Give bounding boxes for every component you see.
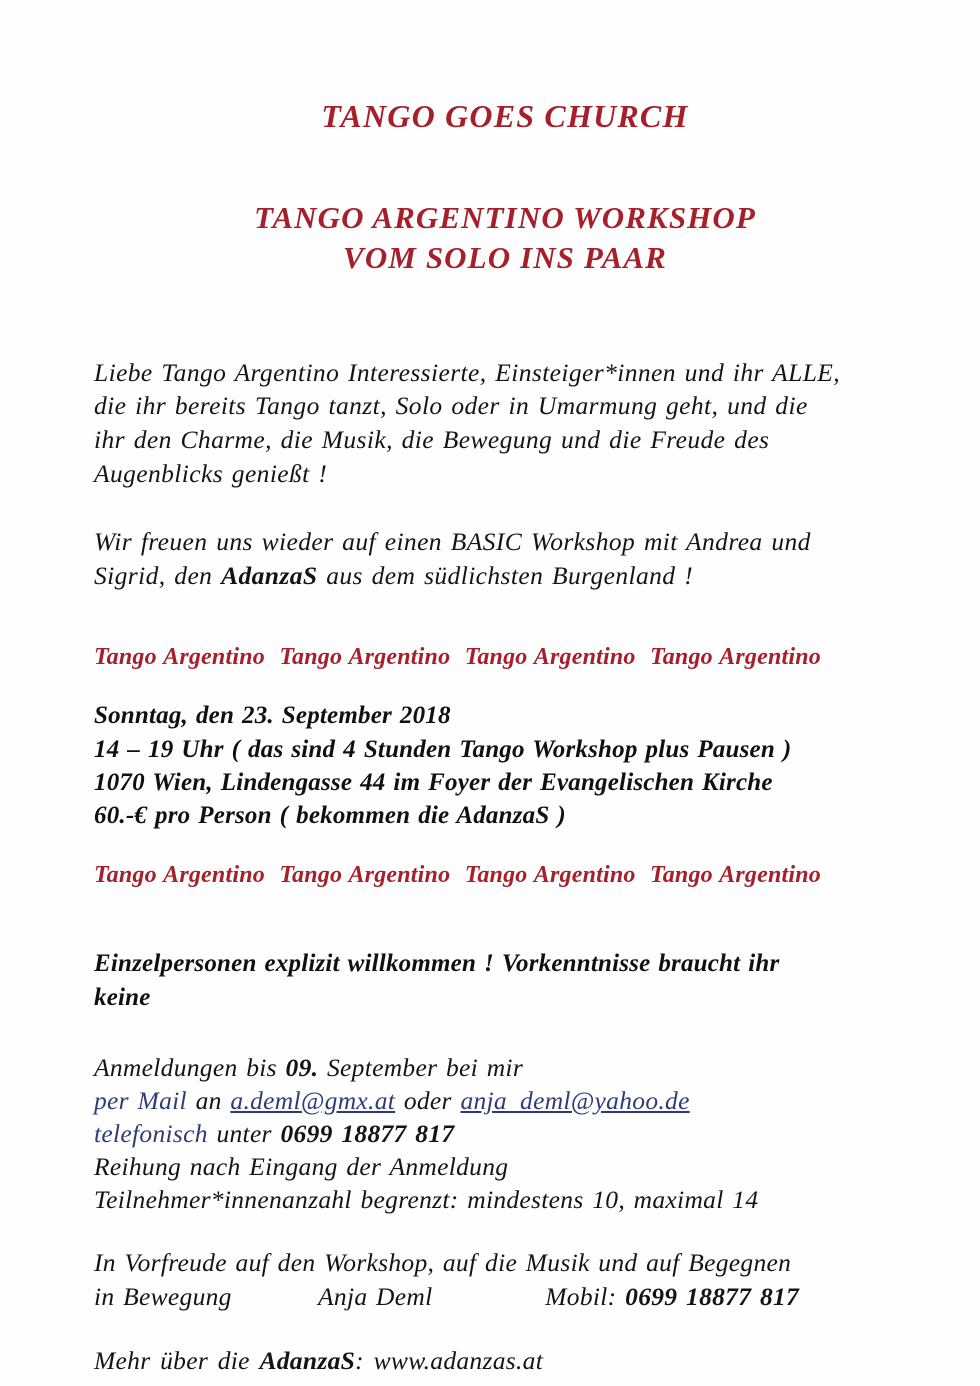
- per-mail-label: per Mail: [94, 1085, 187, 1115]
- event-price: 60.-€ pro Person ( bekommen die AdanzaS ): [94, 802, 566, 830]
- workshop-subtitle-line2: VOM SOLO INS PAAR: [343, 239, 667, 275]
- welcome-statement-line1: Einzelpersonen explizit willkommen ! Vorkenntnisse braucht ihr: [94, 950, 780, 978]
- registration-phone-number: 0699 18877 817: [280, 1118, 455, 1148]
- email-link-yahoo[interactable]: anja_deml@yahoo.de: [460, 1085, 690, 1115]
- intro-paragraph: [94, 278, 916, 491]
- registration-deadline-pre: Anmeldungen bis: [94, 1052, 286, 1082]
- email-link-gmx[interactable]: a.deml@gmx.at: [230, 1085, 396, 1115]
- event-time: 14 – 19 Uhr ( das sind 4 Stunden Tango Workshop plus Pausen ): [94, 735, 792, 763]
- closing-mobile-number: 0699 18877 817: [625, 1282, 800, 1312]
- second-line-2-pre: Sigrid, den: [94, 560, 222, 590]
- more-info-website: : www.adanzas.at: [355, 1345, 544, 1375]
- registration-block: [94, 1014, 916, 1216]
- intro-line-3: ihr den Charme, die Musik, die Bewegung und die Freude des: [94, 424, 770, 454]
- workshop-subtitle: [94, 134, 916, 277]
- intro-line-2: die ihr bereits Tango tanzt, Solo oder in Umarmung geht, und die: [94, 391, 808, 421]
- event-details-block: [94, 671, 916, 832]
- mail-an-text: an: [186, 1085, 231, 1115]
- registration-order-note: Reihung nach Eingang der Anmeldung: [94, 1151, 509, 1181]
- registration-phone-line: [94, 1118, 916, 1151]
- workshop-subtitle-line1: TANGO ARGENTINO WORKSHOP: [254, 200, 756, 236]
- page-title: TANGO GOES CHURCH: [321, 98, 689, 134]
- welcome-statement: [94, 889, 916, 1014]
- registration-deadline-post: September bei mir: [318, 1052, 524, 1082]
- closing-signature: in Bewegung Anja Deml Mobil:: [94, 1282, 626, 1312]
- second-paragraph: [94, 490, 916, 592]
- phone-unter-text: unter: [207, 1118, 281, 1148]
- telefonisch-label: telefonisch: [94, 1118, 208, 1148]
- closing-block: [94, 1216, 916, 1313]
- event-venue: 1070 Wien, Lindengasse 44 im Foyer der Evangelischen Kirche: [94, 768, 773, 796]
- divider-tango-argentino-bottom: Tango Argentino Tango Argentino Tango Argentino Tango Argentino: [94, 862, 821, 889]
- closing-line-1: In Vorfreude auf den Workshop, auf die Musik und auf Begegnen: [94, 1248, 792, 1278]
- registration-email-line: [94, 1085, 916, 1118]
- mail-oder-text: oder: [395, 1085, 461, 1115]
- divider-tango-argentino-top: Tango Argentino Tango Argentino Tango Argentino Tango Argentino: [94, 644, 821, 671]
- registration-capacity-note: Teilnehmer*innenanzahl begrenzt: mindestens 10, maximal 14: [94, 1184, 759, 1214]
- second-line-2: [94, 559, 916, 593]
- more-info-line: [94, 1344, 916, 1377]
- more-info-pre: Mehr über die: [94, 1345, 260, 1375]
- second-line-2-post: aus dem südlichsten Burgenland !: [317, 560, 694, 590]
- event-date: Sonntag, den 23. September 2018: [94, 702, 451, 730]
- closing-line-2: [94, 1280, 916, 1314]
- second-line-1: Wir freuen uns wieder auf einen BASIC Workshop mit Andrea und: [94, 527, 811, 557]
- registration-deadline-date: 09.: [285, 1052, 319, 1082]
- welcome-statement-line2: keine: [94, 983, 151, 1011]
- adanzas-brand: AdanzaS: [221, 560, 318, 590]
- more-info-block: [94, 1314, 916, 1377]
- intro-line-4: Augenblicks genießt !: [94, 458, 328, 488]
- more-info-brand: AdanzaS: [259, 1345, 356, 1375]
- title-block: [94, 0, 916, 278]
- intro-line-1: Liebe Tango Argentino Interessierte, Einsteiger*innen und ihr ALLE,: [94, 357, 841, 387]
- registration-deadline: [94, 1052, 916, 1085]
